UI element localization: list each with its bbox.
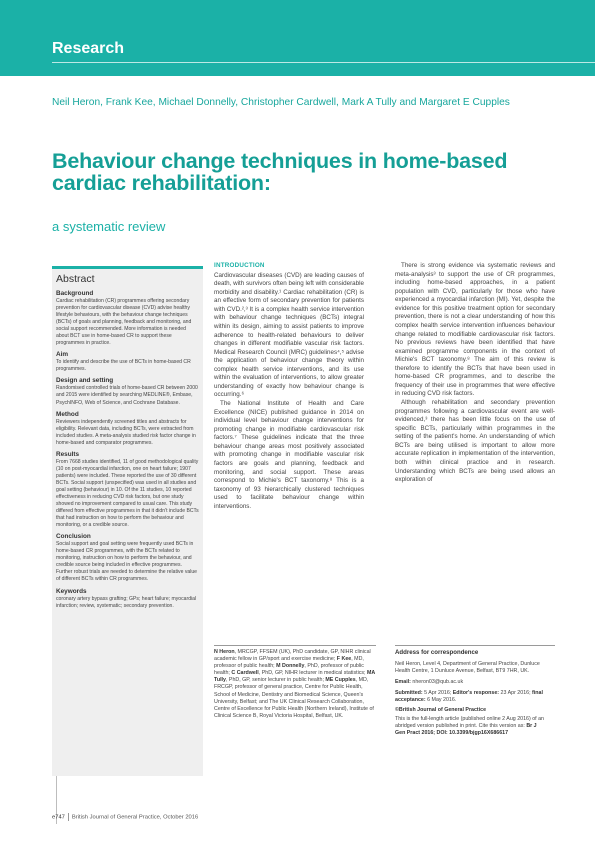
- author-affiliations: [214, 645, 376, 720]
- copyright-text: ©British Journal of General Practice: [395, 706, 487, 713]
- author-details: , PhD, professor of public health;: [214, 663, 364, 677]
- author-list: Neil Heron, Frank Kee, Michael Donnelly, Christopher Cardwell, Mark A Tully and Margaret E Cupples: [52, 97, 510, 108]
- citation-note: [395, 716, 547, 737]
- author-name: N Heron: [214, 649, 235, 655]
- email-link[interactable]: nheron03@qub.ac.uk: [412, 679, 464, 686]
- author-name: MA Tully: [214, 670, 376, 684]
- header-band: [0, 0, 595, 76]
- abstract-section-results: [56, 451, 199, 529]
- author-details: , MRCGP, FFSEM (UK), PhD candidate, GP, NIHR clinical academic fellow in GP/sport and exercise medicine;: [214, 649, 371, 663]
- article-title: Behaviour change techniques in home-based cardiac rehabilitation:: [52, 149, 508, 195]
- body-paragraph: The National Institute of Health and Care Excellence (NICE) published guidance in 2014 on individual level behaviour change interventions for promoting change in modifiable cardiovascular risk factors.⁷ These guidelines indicate that the three behaviour change areas most positively associated with promoting change in modifiable vascular risk factors are goals and planning, feedback and monitoring, and social support. These areas correspond to Michie's BCT taxonomy.⁸ This is a taxonomy of 93 hierarchically clustered techniques used to facilitate behaviour change within interventions.: [214, 400, 364, 510]
- author-details: , PhD, GP, NIHR lecturer in medical statistics;: [258, 670, 367, 677]
- introduction-heading: INTRODUCTION: [214, 262, 265, 269]
- abstract-heading: Abstract: [56, 273, 95, 285]
- abstract-section-background: [56, 290, 199, 347]
- author-details: , MD, FRCGP, professor of general practice, Centre for Public Health, School of Medicine, Dentistry and Biomedical Science, Queen's University, Belfast; and The UK Clinical Research Collaboration, Centre of Excellence for Public Health (Northern Ireland), Institute of Clinical Science B, Royal Victoria Hospital, Belfast, UK.: [214, 677, 374, 719]
- citation-reference: Br J Gen Pract 2016; DOI: 10.3399/bjgp16X686617: [395, 722, 537, 736]
- author-details: , MD, professor of public health;: [214, 656, 364, 670]
- abstract-section-text: To identify and describe the use of BCTs in home-based CR programmes.: [56, 359, 191, 373]
- abstract-section-heading: Method: [56, 410, 79, 418]
- abstract-section-text: Randomised controlled trials of home-based CR between 2000 and 2015 were identified by searching MEDLINE®, Embase, PsychINFO, Web of Science, and Cochrane Database.: [56, 385, 198, 406]
- final-acceptance-label: final acceptance:: [395, 690, 543, 704]
- author-name: M Donnelly: [276, 663, 305, 670]
- footer-separator: [68, 813, 69, 821]
- email-label: Email:: [395, 679, 411, 686]
- abstract-section-text: coronary artery bypass grafting; GPs; heart failure; myocardial infarction; review, systematic; secondary prevention.: [56, 595, 197, 609]
- abstract-section-heading: Aim: [56, 351, 69, 359]
- abstract-box: [52, 266, 203, 776]
- page-footer: [52, 813, 198, 821]
- journal-issue: British Journal of General Practice, October 2016: [71, 814, 199, 821]
- editors-response-date: 23 Apr 2016;: [500, 690, 533, 697]
- editors-response-label: Editor's response:: [452, 690, 500, 697]
- copyright-line: [395, 707, 547, 714]
- abstract-section-heading: Keywords: [56, 587, 87, 595]
- abstract-section-heading: Results: [56, 450, 80, 458]
- author-details: , PhD, GP, senior lecturer in public health;: [225, 677, 326, 684]
- abstract-section-design: [56, 377, 199, 406]
- author-name: C Cardwell: [231, 670, 259, 677]
- header-rule: [52, 62, 595, 63]
- correspondence-heading: Address for correspondence: [395, 649, 479, 656]
- abstract-section-heading: Design and setting: [56, 377, 114, 385]
- body-paragraph: Cardiovascular diseases (CVD) are leading causes of death, with survivors often being left with considerable morbidity and disability.¹ Cardiac rehabilitation (CR) is an effective form of secondary prevention for patients with CVD.²,³ It is a complex health service intervention with behaviour change techniques (BCTs) integral within its design, aiming to assist patients to improve adherence to health-related behaviours to deliver changes in different modifiable vascular risk factors. Medical Research Council (MRC) guidelines⁴,⁵ advise the application of behaviour change theory within complex health service interventions, and its use within the evaluation of interventions, to allow greater understanding of exactly how behaviour change is occurring.⁶: [214, 271, 364, 399]
- abstract-section-heading: Conclusion: [56, 533, 91, 541]
- abstract-section-text: Cardiac rehabilitation (CR) programmes offering secondary prevention for cardiovascular disease (CVD) advise healthy lifestyle behaviours, with the behaviour change techniques (BCTs) of goals and planning, feedback and monitoring, and social support recommended. More information is needed about BCT use in home-based CR to support these programmes in practice.: [56, 298, 192, 347]
- abstract-section-text: From 7668 studies identified, 11 of good methodological quality (10 on post-myocardial infarction, one on heart failure; 1907 patients) were included. These reported the use of 30 different BCTs. Social support (unspecified) was used in all studies and goal setting (behaviour) in 10. Of the 11 studies, 10 reported effectiveness in reducing CVD risk factors, but one study showed no improvement compared to usual care. This study differed from effective programmes in that it didn't include BCTs that had instruction on how to perform the behaviour and monitoring, or a credible source.: [56, 458, 199, 529]
- submission-dates: [395, 690, 547, 704]
- correspondence-address: Neil Heron, Level 4, Department of General Practice, Dunluce Health Centre, 1 Dunluce Avenue, Belfast, BT9 7HR, UK.: [395, 661, 540, 675]
- abstract-section-aim: [56, 351, 199, 373]
- section-label: Research: [52, 40, 125, 57]
- final-acceptance-date: 6 May 2016.: [427, 697, 457, 704]
- abstract-section-text: Reviewers independently screened titles and abstracts for eligibility. Relevant data, including BCTs, were extracted from included studies. A meta-analysis studied risk factor change in home-based and comparator programmes.: [56, 418, 196, 446]
- citation-note-text: This is the full-length article (published online 2 Aug 2016) of an abridged version published in print. Cite this version as:: [395, 715, 544, 729]
- abstract-section-conclusion: [56, 533, 199, 583]
- correspondence-box: [395, 645, 547, 741]
- abstract-section-method: [56, 411, 199, 447]
- submitted-label: Submitted:: [395, 690, 423, 697]
- submitted-date: 5 Apr 2016;: [424, 690, 453, 697]
- article-subtitle: a systematic review: [52, 219, 166, 234]
- body-paragraph: Although rehabilitation and secondary prevention programmes following a cardiovascular event are well-evidenced,³ there has been little focus on the use of specific BCTs, particularly within programmes in the setting of the patient's home. An understanding of which BCTs are being utilised is important to allow more accurate replication in implementation of the intervention, both within clinical practice and in research. Understanding which BCTs are being used allows an exploration of: [395, 399, 555, 484]
- body-paragraph: There is strong evidence via systematic reviews and meta-analysis³ to support the use of CR programmes, including home-based approaches, in a patient population with CVD, particularly for those who have experienced a myocardial infarction (MI). Yet, despite the evidence for this positive treatment option for secondary prevention, there is not a clear understanding of how this complex health service intervention influences behaviour change related to modifiable cardiovascular risk factors. No previous reviews have been identified that have examined programme components in the context of Michie's BCT taxonomy.⁸ The aim of this review is therefore to identify the BCTs that have been used in home-based CR programmes, and to describe the frequency of their use in programmes that were effective in reducing CVD risk factors.: [395, 262, 555, 398]
- body-column-1: [214, 262, 364, 511]
- page-number: e747: [52, 814, 65, 821]
- author-name: ME Cupples: [325, 677, 356, 684]
- body-column-2: [395, 262, 555, 485]
- abstract-section-heading: Background: [56, 290, 94, 297]
- author-name: F Kee: [336, 656, 352, 663]
- abstract-section-text: Social support and goal setting were frequently used BCTs in home-based CR programmes, with the BCTs related to monitoring, instruction on how to perform the behaviour, and credible source being included in effective programmes. Further robust trials are needed to determine the relative value of different BCTs within CR programmes.: [56, 541, 198, 583]
- abstract-section-keywords: [56, 588, 199, 610]
- correspondence-email-line: [395, 679, 547, 686]
